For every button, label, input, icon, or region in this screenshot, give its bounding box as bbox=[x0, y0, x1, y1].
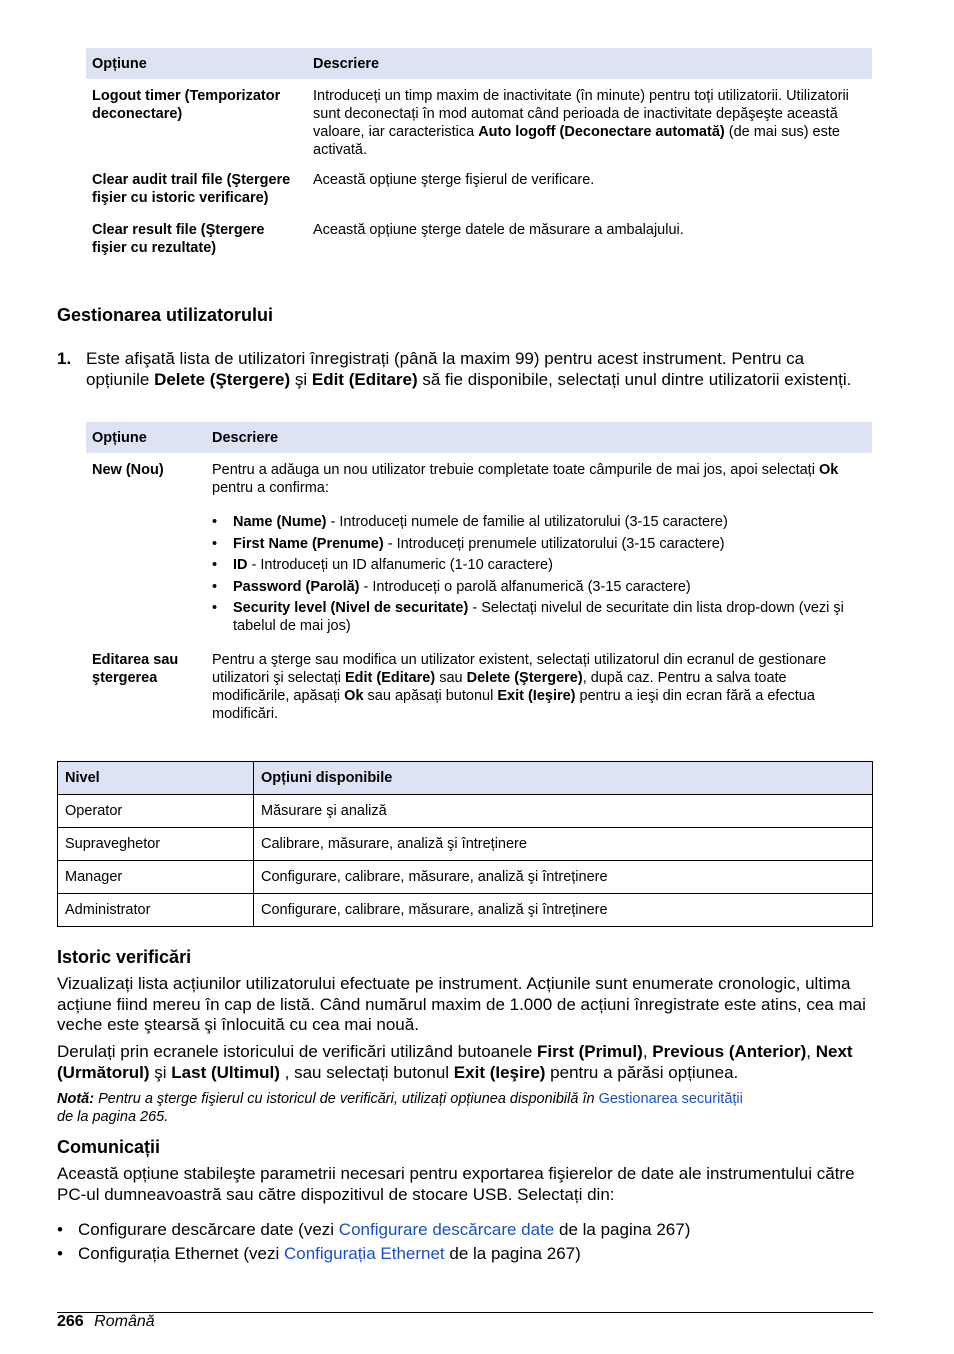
option-name: Editarea sau ştergerea bbox=[92, 651, 179, 686]
level-name: Manager bbox=[58, 861, 254, 894]
table-header bbox=[86, 422, 872, 453]
table-row bbox=[86, 171, 872, 221]
list-item: • Password (Parolă) - Introduceți o parolă alfanumerică (3-15 caractere) bbox=[212, 578, 866, 596]
level-options: Configurare, calibrare, măsurare, analiză şi întreținere bbox=[254, 861, 873, 894]
option-description: Această opțiune şterge datele de măsurare a ambalajului. bbox=[313, 222, 684, 238]
option-name: Clear result file (Ştergere fişier cu rezultate) bbox=[92, 222, 265, 256]
header-level: Nivel bbox=[58, 762, 254, 795]
comm-paragraph: Această opțiune stabileşte parametrii necesari pentru exportarea fişierelor de date ale instrumentului către PC-ul dumneavoastră sau către dispozitivul de stocare USB. Selectați din: bbox=[57, 1164, 855, 1204]
link-security-management[interactable]: Gestionarea securității bbox=[598, 1091, 743, 1107]
page-number: 266 bbox=[57, 1313, 84, 1330]
link-data-download-config[interactable]: Configurare descărcare date bbox=[338, 1220, 555, 1239]
list-item: • Name (Nume) - Introduceți numele de familie al utilizatorului (3-15 caractere) bbox=[212, 513, 866, 531]
section-title-communications: Comunicații bbox=[57, 1137, 161, 1157]
section-title-audit-trail: Istoric verificări bbox=[57, 947, 192, 967]
field-list bbox=[212, 513, 866, 635]
header-options: Opțiuni disponibile bbox=[254, 762, 873, 795]
table-row bbox=[58, 861, 873, 894]
step-number: 1. bbox=[57, 349, 72, 368]
level-name: Supraveghetor bbox=[58, 828, 254, 861]
level-name: Operator bbox=[58, 795, 254, 828]
note-label: Notă: bbox=[57, 1091, 95, 1107]
table-row bbox=[58, 795, 873, 828]
level-options: Măsurare şi analiză bbox=[254, 795, 873, 828]
table-row bbox=[86, 453, 872, 651]
options-table-users bbox=[86, 422, 872, 723]
level-options: Configurare, calibrare, măsurare, analiză şi întreținere bbox=[254, 894, 873, 927]
audit-note: Notă: Pentru a şterge fişierul cu istoricul de verificări, utilizați opțiunea disponibilă în Gestionarea securității de la pagina 265. bbox=[57, 1091, 743, 1125]
option-name: Clear audit trail file (Ştergere fişier cu istoric verificare) bbox=[92, 172, 291, 206]
footer bbox=[57, 1313, 155, 1331]
level-options: Calibrare, măsurare, analiză şi întreținere bbox=[254, 828, 873, 861]
security-levels-table bbox=[57, 761, 873, 927]
header-option: Opțiune bbox=[86, 48, 307, 79]
list-item: • Security level (Nivel de securitate) - Selectați nivelul de securitate din lista drop-down (vezi şi tabelul de mai jos) bbox=[212, 599, 866, 635]
option-name: New (Nou) bbox=[92, 462, 164, 478]
header-description: Descriere bbox=[206, 422, 872, 453]
header-option: Opțiune bbox=[86, 422, 206, 453]
option-description: Această opțiune şterge fişierul de verificare. bbox=[313, 172, 595, 188]
table-header bbox=[86, 48, 872, 79]
link-ethernet-config[interactable]: Configurația Ethernet bbox=[284, 1244, 445, 1263]
step-1 bbox=[57, 349, 867, 390]
table-header bbox=[58, 762, 873, 795]
footer-language: Română bbox=[94, 1313, 155, 1330]
level-name: Administrator bbox=[58, 894, 254, 927]
list-item: • ID - Introduceți un ID alfanumeric (1-10 caractere) bbox=[212, 556, 866, 574]
table-row bbox=[86, 221, 872, 257]
option-description: Pentru a adăuga un nou utilizator trebuie completate toate câmpurile de mai jos, apoi selectați Ok pentru a confirma: • Name (Nume) - Introduceți numele de familie al utilizatorului (3-15 caractere) • First Name (Prenume) - Introduceți prenumele utilizatorului (3-15 caractere) • ID - Introduceți un ID alfanumeric (1-10 caractere) • Password (Parolă) - Introduceți o parolă alfanumerică (3-15 caractere) • Security level (Nivel de securitate) - Selectați nivelul de securitate din lista drop-down (vezi şi tabelul de mai jos) bbox=[206, 453, 872, 651]
table-row bbox=[86, 79, 872, 171]
table-row bbox=[86, 651, 872, 723]
table-row bbox=[58, 894, 873, 927]
options-table-security bbox=[86, 48, 872, 257]
section-title-user-management: Gestionarea utilizatorului bbox=[57, 305, 274, 325]
step-text: Este afişată lista de utilizatori înregistrați (până la maxim 99) pentru acest instrument. Pentru ca opțiunile Delete (Ştergere) şi Edit (Editare) să fie disponibile, selectați unul dintre utilizatorii existenți. bbox=[86, 349, 852, 389]
list-item: • Configurare descărcare date (vezi Configurare descărcare date de la pagina 267) bbox=[57, 1220, 691, 1239]
audit-paragraph-2: Derulați prin ecranele istoricului de verificări utilizând butoanele First (Primul), Previous (Anterior), Next (Următorul) şi Last (Ultimul) , sau selectați butonul Exit (Ieşire) pentru a părăsi opțiunea. bbox=[57, 1042, 853, 1082]
footer-divider bbox=[57, 1312, 873, 1313]
option-name: Logout timer (Temporizator deconectare) bbox=[92, 88, 281, 122]
list-item: • First Name (Prenume) - Introduceți prenumele utilizatorului (3-15 caractere) bbox=[212, 535, 866, 553]
table-row bbox=[58, 828, 873, 861]
audit-paragraph-1: Vizualizați lista acțiunilor utilizatorului efectuate pe instrument. Acțiunile sunt enumerate cronologic, ultima acțiune fiind mereu în cap de listă. Când numărul maxim de 1.000 de acțiuni înregistrate este atins, cea mai veche este ştearsă şi înlocuită cu cea mai nouă. bbox=[57, 974, 866, 1034]
option-description: Introduceți un timp maxim de inactivitate (în minute) pentru toți utilizatorii. Utilizatorii sunt deconectați în mod automat când perioada de inactivitate depăşeşte această valoare, iar caracteristica Auto logoff (Deconectare automată) (de mai sus) este activată. bbox=[313, 88, 849, 158]
option-description: Pentru a şterge sau modifica un utilizator existent, selectați utilizatorul din ecranul de gestionare utilizatori şi selectați Edit (Editare) sau Delete (Ştergere), după caz. Pentru a salva toate modificările, apăsați Ok sau apăsați butonul Exit (Ieşire) pentru a ieşi din ecran fără a efectua modificări. bbox=[212, 651, 827, 722]
list-item: • Configurația Ethernet (vezi Configurația Ethernet de la pagina 267) bbox=[57, 1244, 581, 1263]
header-description: Descriere bbox=[307, 48, 872, 79]
comm-options-list bbox=[57, 1220, 872, 1265]
